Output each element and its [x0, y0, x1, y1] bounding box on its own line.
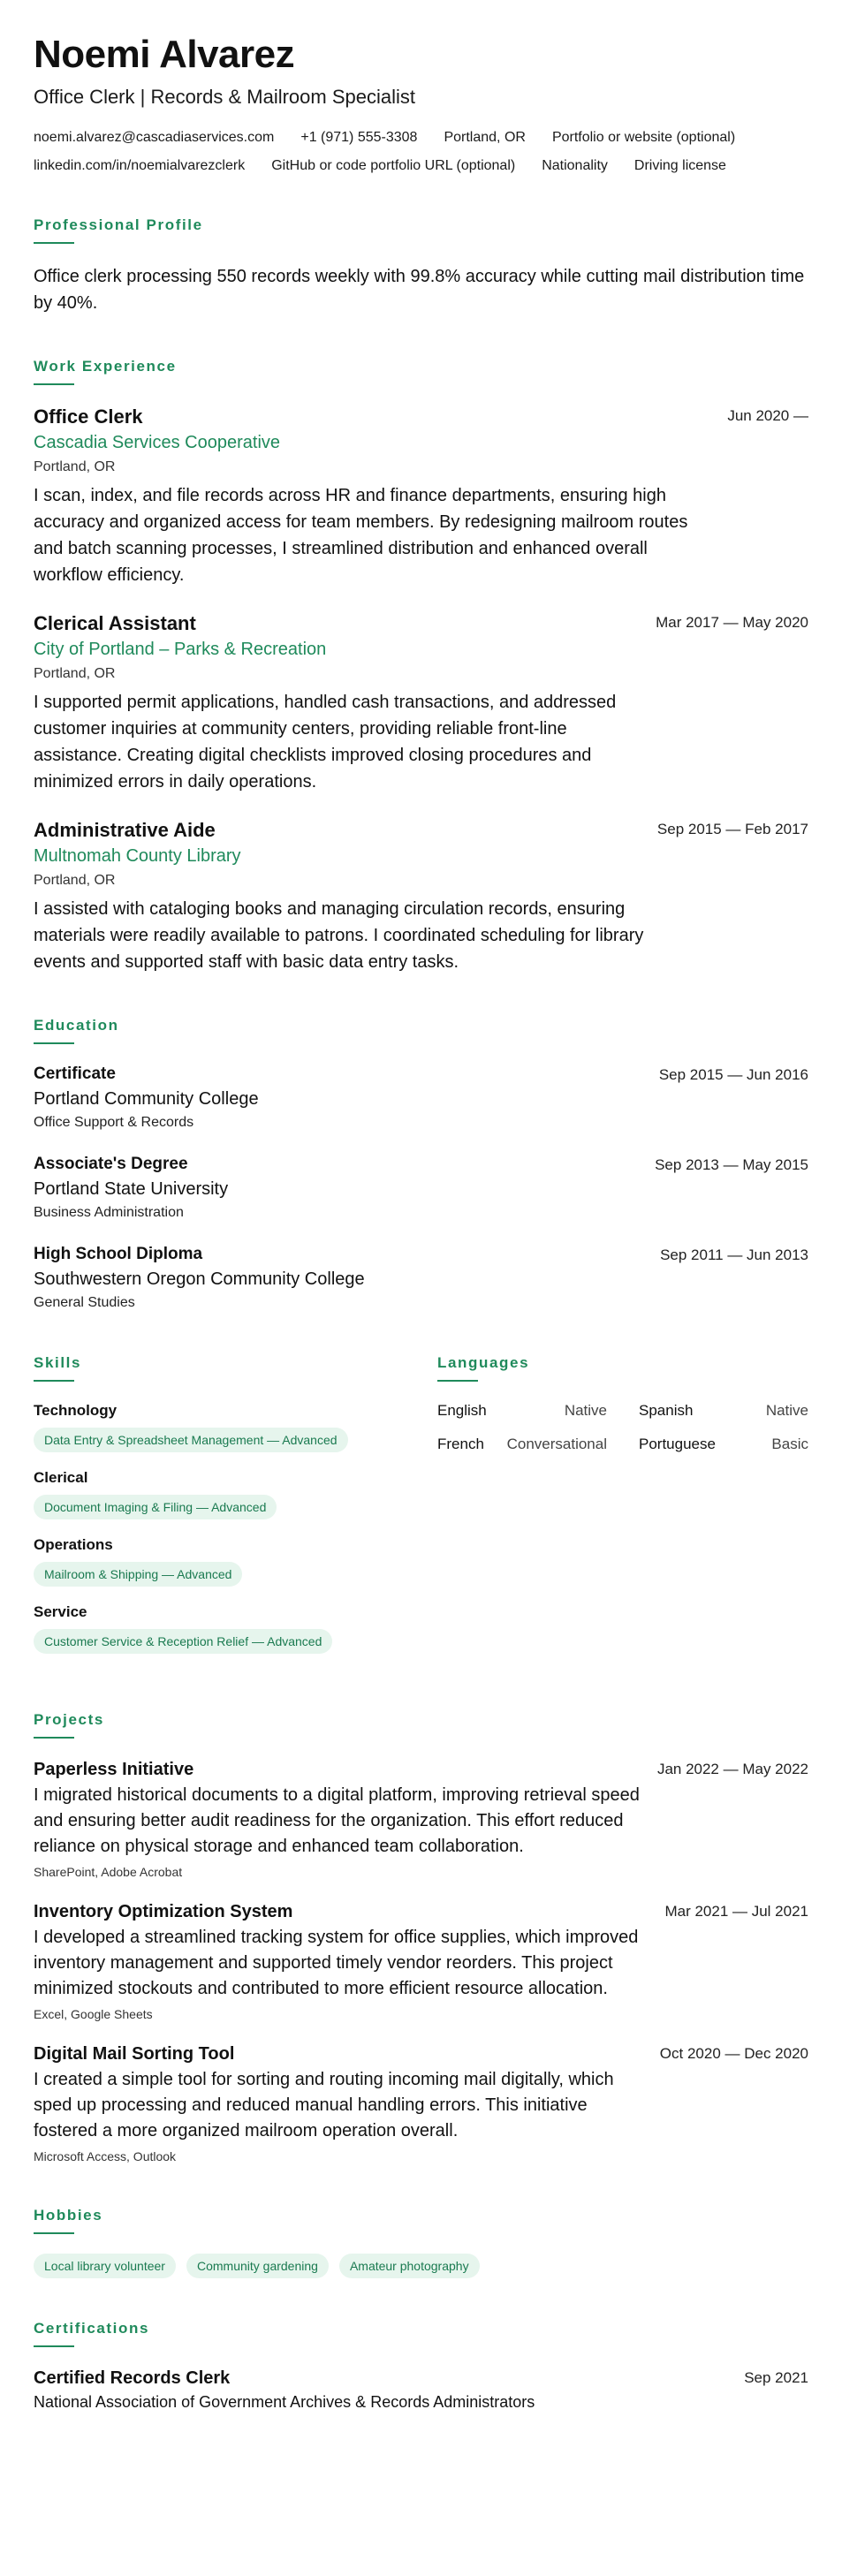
hobby-list: [34, 2254, 808, 2278]
work-section: [34, 357, 808, 975]
section-title: Work Experience: [34, 358, 177, 375]
employer-name: City of Portland – Parks & Recreation: [34, 640, 327, 659]
contact-nationality: Nationality: [542, 158, 608, 173]
certification-issuer: National Association of Government Archives & Records Administrators: [34, 2393, 535, 2411]
job-title: Administrative Aide: [34, 819, 216, 841]
education-section: [34, 1016, 808, 1313]
certification-title: Certified Records Clerk: [34, 2368, 231, 2388]
section-divider: [437, 1380, 478, 1382]
section-divider: [34, 1380, 74, 1382]
language-level: Native: [765, 1402, 808, 1419]
education-entry: [34, 1154, 808, 1223]
profile-text: Office clerk processing 550 records weekly with 99.8% accuracy while cutting mail distribution time by 40%.: [34, 267, 805, 313]
section-divider: [34, 383, 74, 385]
job-dates: Jun 2020 —: [727, 407, 808, 424]
certifications-section: [34, 2319, 808, 2413]
contact-info: [34, 129, 808, 175]
hobby-pill: Local library volunteer: [34, 2254, 176, 2278]
project-description: I created a simple tool for sorting and routing incoming mail digitally, which sped up processing and reduced manual handling errors. This initiative fostered a more organized mailroom operation overall.: [34, 2070, 614, 2140]
hobbies-section: [34, 2206, 808, 2278]
field-of-study: General Studies: [34, 1295, 135, 1310]
skill-group: [34, 1602, 396, 1654]
job-location: Portland, OR: [34, 666, 116, 681]
resume-header: [34, 32, 808, 175]
job-description: I supported permit applications, handled cash transactions, and addressed customer inquiries at community centers, providing reliable front-line assistance. Creating digital checklists improved closing procedures and minimized errors in daily operations.: [34, 693, 617, 792]
language-name: Portuguese: [639, 1436, 716, 1452]
job-title: Office Clerk: [34, 405, 143, 428]
language-level: Native: [564, 1402, 607, 1419]
education-dates: Sep 2011 — Jun 2013: [660, 1246, 808, 1263]
project-tech: SharePoint, Adobe Acrobat: [34, 1865, 183, 1879]
contact-license: Driving license: [633, 158, 726, 173]
project-description: I developed a streamlined tracking system for office supplies, which improved inventory management and supported timely vendor reorders. This project minimized stockouts and contributed to more efficient resource allocation.: [34, 1928, 639, 1998]
degree-title: Certificate: [34, 1064, 116, 1083]
section-title: Certifications: [34, 2320, 150, 2337]
project-entry: [34, 2042, 808, 2165]
candidate-name: Noemi Alvarez: [34, 33, 295, 76]
contact-linkedin[interactable]: linkedin.com/in/noemialvarezclerk: [34, 158, 246, 173]
project-dates: Oct 2020 — Dec 2020: [659, 2045, 808, 2062]
section-title: Education: [34, 1017, 119, 1034]
section-title: Skills: [34, 1354, 82, 1371]
skill-pill: Mailroom & Shipping — Advanced: [34, 1562, 242, 1587]
section-divider: [34, 1737, 74, 1739]
work-entry: [34, 405, 808, 588]
skill-pill: Customer Service & Reception Relief — Advanced: [34, 1629, 332, 1654]
project-dates: Jan 2022 — May 2022: [656, 1761, 808, 1777]
section-title: Professional Profile: [34, 216, 203, 233]
language-name: Spanish: [639, 1402, 694, 1419]
hobby-pill: Amateur photography: [339, 2254, 480, 2278]
language-name: English: [437, 1402, 487, 1419]
school-name: Southwestern Oregon Community College: [34, 1269, 365, 1289]
employer-name: Multnomah County Library: [34, 846, 241, 866]
candidate-headline: Office Clerk | Records & Mailroom Specialist: [34, 86, 415, 108]
section-divider: [34, 2345, 74, 2347]
project-title: Digital Mail Sorting Tool: [34, 2044, 235, 2064]
field-of-study: Business Administration: [34, 1205, 184, 1220]
job-title: Clerical Assistant: [34, 612, 196, 634]
project-title: Paperless Initiative: [34, 1760, 194, 1779]
job-description: I scan, index, and file records across HR and finance departments, ensuring high accuracy and organized access for team members. By redesigning mailroom routes and batch scanning processes, I streamlined distribution and enhanced overall workflow efficiency.: [34, 486, 688, 585]
contact-github[interactable]: GitHub or code portfolio URL (optional): [271, 158, 516, 173]
hobby-pill: Community gardening: [186, 2254, 329, 2278]
language-level: Conversational: [506, 1436, 607, 1452]
certification-entry: [34, 2367, 808, 2413]
skills-languages-section: [34, 1353, 808, 1670]
project-title: Inventory Optimization System: [34, 1902, 293, 1921]
job-location: Portland, OR: [34, 873, 116, 888]
language-name: French: [437, 1436, 484, 1452]
job-location: Portland, OR: [34, 459, 116, 474]
contact-phone[interactable]: +1 (971) 555-3308: [300, 130, 418, 145]
school-name: Portland Community College: [34, 1089, 259, 1109]
project-dates: Mar 2021 — Jul 2021: [664, 1903, 808, 1920]
skill-category: Service: [34, 1603, 87, 1620]
education-entry: [34, 1064, 808, 1133]
section-title: Hobbies: [34, 2207, 103, 2224]
project-entry: [34, 1900, 808, 2023]
education-dates: Sep 2015 — Jun 2016: [658, 1066, 808, 1083]
skills-column: [34, 1353, 396, 1670]
employer-name: Cascadia Services Cooperative: [34, 433, 281, 452]
skill-category: Operations: [34, 1536, 113, 1553]
section-title: Languages: [437, 1354, 530, 1371]
section-divider: [34, 242, 74, 244]
degree-title: Associate's Degree: [34, 1155, 188, 1173]
section-divider: [34, 1042, 74, 1044]
section-divider: [34, 2232, 74, 2234]
language-list: [437, 1401, 808, 1454]
skill-pill: Document Imaging & Filing — Advanced: [34, 1495, 277, 1519]
profile-section: [34, 216, 808, 316]
contact-email[interactable]: noemi.alvarez@cascadiaservices.com: [34, 130, 275, 145]
contact-location: Portland, OR: [444, 130, 526, 145]
languages-column: [437, 1353, 808, 1670]
project-entry: [34, 1758, 808, 1881]
skill-group: [34, 1535, 396, 1587]
school-name: Portland State University: [34, 1179, 229, 1199]
work-entry: [34, 611, 808, 795]
education-dates: Sep 2013 — May 2015: [655, 1156, 808, 1173]
education-entry: [34, 1244, 808, 1313]
project-tech: Microsoft Access, Outlook: [34, 2149, 177, 2163]
work-entry: [34, 818, 808, 975]
language-item: [639, 1435, 808, 1454]
certification-date: Sep 2021: [744, 2369, 808, 2386]
skill-category: Technology: [34, 1402, 118, 1419]
skill-group: [34, 1468, 396, 1519]
job-description: I assisted with cataloging books and managing circulation records, ensuring materials were readily available to patrons. I coordinated scheduling for library events and supported staff with basic data entry tasks.: [34, 899, 644, 972]
projects-section: [34, 1710, 808, 2165]
job-dates: Mar 2017 — May 2020: [656, 614, 808, 631]
job-dates: Sep 2015 — Feb 2017: [656, 821, 808, 837]
skill-category: Clerical: [34, 1469, 88, 1486]
language-item: [639, 1401, 808, 1421]
language-level: Basic: [771, 1436, 808, 1452]
skill-group: [34, 1401, 396, 1452]
language-item: [437, 1401, 607, 1421]
contact-portfolio[interactable]: Portfolio or website (optional): [551, 130, 736, 145]
field-of-study: Office Support & Records: [34, 1115, 194, 1130]
project-description: I migrated historical documents to a digital platform, improving retrieval speed and ensuring better audit readiness for the organization. This effort reduced reliance on physical storage and enhanced team collaboration.: [34, 1785, 640, 1856]
section-title: Projects: [34, 1711, 104, 1728]
degree-title: High School Diploma: [34, 1245, 203, 1263]
skill-pill: Data Entry & Spreadsheet Management — Advanced: [34, 1428, 348, 1452]
project-tech: Excel, Google Sheets: [34, 2007, 153, 2021]
language-item: [437, 1435, 607, 1454]
